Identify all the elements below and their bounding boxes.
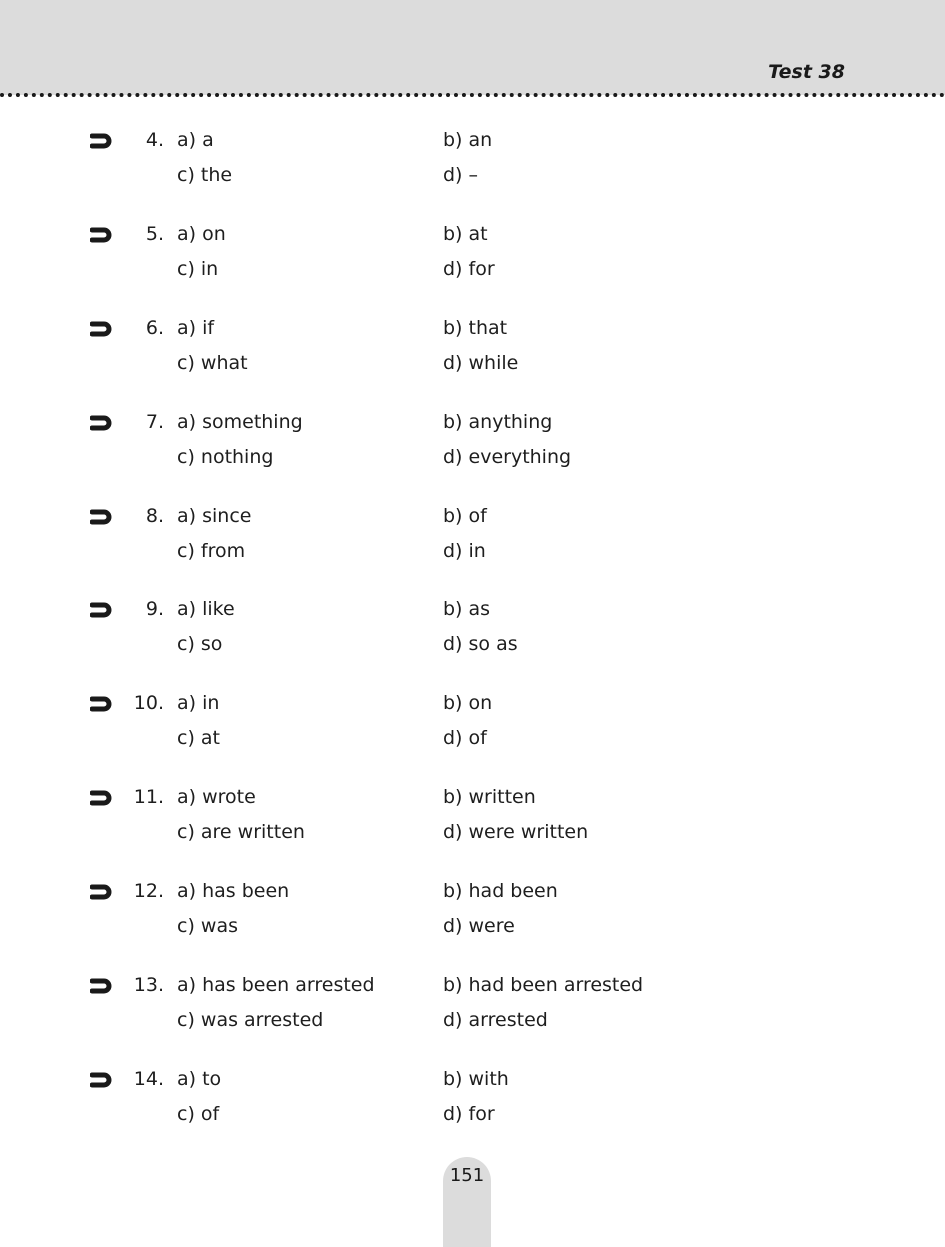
option-d: d) for — [443, 1103, 495, 1125]
header-band — [0, 0, 945, 95]
option-a: a) since — [177, 505, 252, 527]
option-d: d) were written — [443, 821, 589, 843]
option-b: b) on — [443, 692, 493, 714]
option-d: d) for — [443, 258, 495, 280]
question-number: 12. — [133, 880, 164, 902]
option-b: b) of — [443, 505, 487, 527]
question-number: 7. — [145, 411, 164, 433]
option-c: c) was arrested — [177, 1009, 324, 1031]
question-number: 6. — [145, 317, 164, 339]
option-c: c) was — [177, 915, 238, 937]
option-d: d) of — [443, 727, 487, 749]
option-a: a) if — [177, 317, 215, 339]
option-d: d) – — [443, 164, 479, 186]
question-item — [0, 1068, 945, 1138]
option-b: b) at — [443, 223, 488, 245]
question-item — [0, 317, 945, 387]
question-number: 8. — [145, 505, 164, 527]
option-d: d) so as — [443, 633, 518, 655]
question-number: 4. — [145, 129, 164, 151]
option-b: b) an — [443, 129, 493, 151]
option-a: a) like — [177, 598, 235, 620]
option-d: d) arrested — [443, 1009, 548, 1031]
option-d: d) everything — [443, 446, 572, 468]
option-c: c) are written — [177, 821, 305, 843]
option-a: a) in — [177, 692, 220, 714]
dotted-divider — [0, 93, 945, 97]
option-c: c) so — [177, 633, 223, 655]
page-number-tab — [443, 1157, 491, 1247]
option-b: b) that — [443, 317, 508, 339]
option-b: b) anything — [443, 411, 553, 433]
page-number: 151 — [449, 1165, 485, 1186]
option-a: a) something — [177, 411, 303, 433]
option-a: a) on — [177, 223, 226, 245]
question-number: 9. — [145, 598, 164, 620]
question-number: 14. — [133, 1068, 164, 1090]
option-a: a) to — [177, 1068, 222, 1090]
question-item — [0, 692, 945, 762]
question-item — [0, 129, 945, 199]
option-b: b) with — [443, 1068, 509, 1090]
question-item — [0, 505, 945, 575]
question-item — [0, 974, 945, 1044]
option-c: c) of — [177, 1103, 220, 1125]
option-d: d) were — [443, 915, 515, 937]
option-b: b) as — [443, 598, 491, 620]
question-number: 10. — [133, 692, 164, 714]
option-c: c) at — [177, 727, 220, 749]
question-number: 13. — [133, 974, 164, 996]
option-d: d) in — [443, 540, 486, 562]
question-item — [0, 598, 945, 668]
question-item — [0, 880, 945, 950]
question-item — [0, 223, 945, 293]
option-c: c) what — [177, 352, 248, 374]
option-c: c) nothing — [177, 446, 274, 468]
option-a: a) has been arrested — [177, 974, 375, 996]
test-title: Test 38 — [768, 61, 845, 83]
option-d: d) while — [443, 352, 519, 374]
option-b: b) had been — [443, 880, 558, 902]
option-c: c) from — [177, 540, 246, 562]
option-c: c) in — [177, 258, 219, 280]
option-c: c) the — [177, 164, 233, 186]
question-item — [0, 786, 945, 856]
option-a: a) has been — [177, 880, 290, 902]
question-number: 11. — [133, 786, 164, 808]
option-b: b) had been arrested — [443, 974, 644, 996]
question-item — [0, 411, 945, 481]
option-b: b) written — [443, 786, 536, 808]
question-number: 5. — [145, 223, 164, 245]
option-a: a) a — [177, 129, 214, 151]
option-a: a) wrote — [177, 786, 256, 808]
